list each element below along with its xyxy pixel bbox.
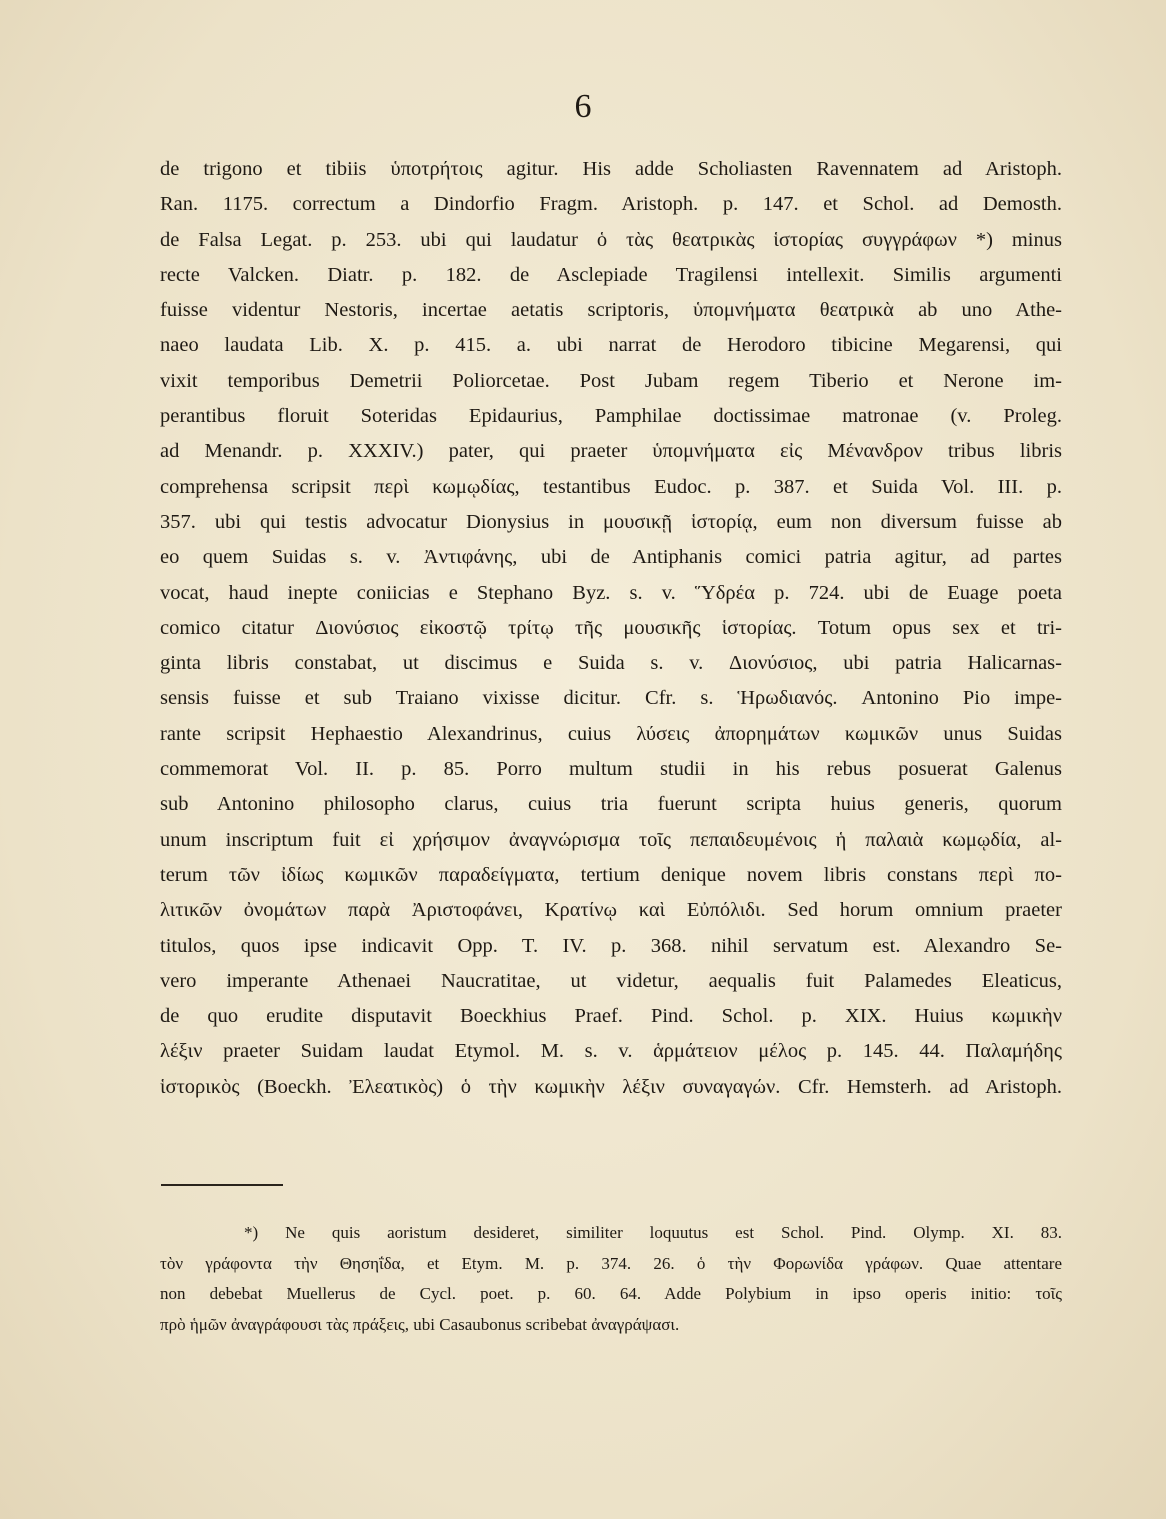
text-line: eo quem Suidas s. v. Ἀντιφάνης, ubi de Antiphanis comici patria agitur, ad partes: [160, 546, 1062, 569]
text-line: unum inscriptum fuit εἰ χρήσιμον ἀναγνώρισμα τοῖς πεπαιδευμένοις ἡ παλαιὰ κωμῳδία, al-: [160, 828, 1062, 851]
text-line: 357. ubi qui testis advocatur Dionysius in μουσικῇ ἱστορίᾳ, eum non diversum fuisse ab: [160, 510, 1062, 533]
footnote-divider: [161, 1184, 283, 1186]
text-line: perantibus floruit Soteridas Epidaurius, Pamphilae doctissimae matronae (v. Proleg.: [160, 405, 1062, 428]
text-line: sensis fuisse et sub Traiano vixisse dicitur. Cfr. s. Ἡρωδιανός. Antonino Pio impe-: [160, 687, 1062, 710]
text-line: comprehensa scripsit περὶ κωμῳδίας, testantibus Eudoc. p. 387. et Suida Vol. III. p.: [160, 475, 1062, 498]
text-line: ἱστορικὸς (Boeckh. Ἐλεατικὸς) ὁ τὴν κωμικὴν λέξιν συναγαγών. Cfr. Hemsterh. ad Aristoph.: [160, 1075, 1062, 1098]
text-line: λέξιν praeter Suidam laudat Etymol. M. s. v. ἁρμάτειον μέλος p. 145. 44. Παλαμήδης: [160, 1040, 1062, 1063]
text-line: fuisse videntur Nestoris, incertae aetatis scriptoris, ὑπομνήματα θεατρικὰ ab uno Athe-: [160, 299, 1062, 322]
text-line: de quo erudite disputavit Boeckhius Praef. Pind. Schol. p. XIX. Huius κωμικὴν: [160, 1005, 1062, 1028]
text-line: vocat, haud inepte coniicias e Stephano Byz. s. v. Ὕδρέα p. 724. ubi de Euage poeta: [160, 581, 1062, 604]
text-line: terum τῶν ἰδίως κωμικῶν παραδείγματα, tertium denique novem libris constans περὶ πο-: [160, 863, 1062, 886]
text-line: naeo laudata Lib. X. p. 415. a. ubi narrat de Herodoro tibicine Megarensi, qui: [160, 334, 1062, 357]
text-line: vero imperante Athenaei Naucratitae, ut videtur, aequalis fuit Palamedes Eleaticus,: [160, 969, 1062, 992]
text-line: Ran. 1175. correctum a Dindorfio Fragm. Aristoph. p. 147. et Schol. ad Demosth.: [160, 193, 1062, 216]
page-number: 6: [574, 88, 592, 125]
footnote: [160, 1218, 1062, 1340]
footnote-line: τὸν γράφοντα τὴν Θησηΐδα, et Etym. M. p. 374. 26. ὁ τὴν Φορωνίδα γράφων. Quae attentare: [160, 1253, 1062, 1273]
text-line: comico citatur Διονύσιος εἰκοστῷ τρίτῳ τῆς μουσικῆς ἱστορίας. Totum opus sex et tri-: [160, 616, 1062, 639]
text-line: rante scripsit Hephaestio Alexandrinus, cuius λύσεις ἀπορημάτων κωμικῶν unus Suidas: [160, 722, 1062, 745]
text-line: vixit temporibus Demetrii Poliorcetae. Post Jubam regem Tiberio et Nerone im-: [160, 369, 1062, 392]
footnote-line: *) Ne quis aoristum desideret, similiter loquutus est Schol. Pind. Olymp. XI. 83.: [244, 1223, 1062, 1242]
text-line: de trigono et tibiis ὑποτρήτοις agitur. His adde Scholiasten Ravennatem ad Aristoph.: [160, 158, 1062, 180]
text-line: sub Antonino philosopho clarus, cuius tria fuerunt scripta huius generis, quorum: [160, 793, 1062, 816]
text-line: de Falsa Legat. p. 253. ubi qui laudatur ὁ τὰς θεατρικὰς ἱστορίας συγγράφων *) minus: [160, 228, 1062, 251]
text-line: commemorat Vol. II. p. 85. Porro multum studii in his rebus posuerat Galenus: [160, 758, 1062, 781]
text-line: titulos, quos ipse indicavit Opp. T. IV. p. 368. nihil servatum est. Alexandro Se-: [160, 934, 1062, 957]
text-line: ad Menandr. p. XXXIV.) pater, qui praeter ὑπομνήματα εἰς Μένανδρον tribus libris: [160, 440, 1062, 463]
text-line: ginta libris constabat, ut discimus e Suida s. v. Διονύσιος, ubi patria Halicarnas-: [160, 652, 1062, 675]
main-text: [160, 152, 1062, 1105]
footnote-line: πρὸ ἡμῶν ἀναγράφουσι τὰς πράξεις, ubi Casaubonus scribebat ἀναγράψασι.: [160, 1314, 680, 1334]
footnote-line: non debebat Muellerus de Cycl. poet. p. 60. 64. Adde Polybium in ipso operis initio: τοῖς: [160, 1284, 1062, 1303]
text-line: recte Valcken. Diatr. p. 182. de Asclepiade Tragilensi intellexit. Similis argumenti: [160, 263, 1062, 286]
text-line: λιτικῶν ὀνομάτων παρὰ Ἀριστοφάνει, Κρατίνῳ καὶ Εὐπόλιδι. Sed horum omnium praeter: [160, 899, 1062, 922]
